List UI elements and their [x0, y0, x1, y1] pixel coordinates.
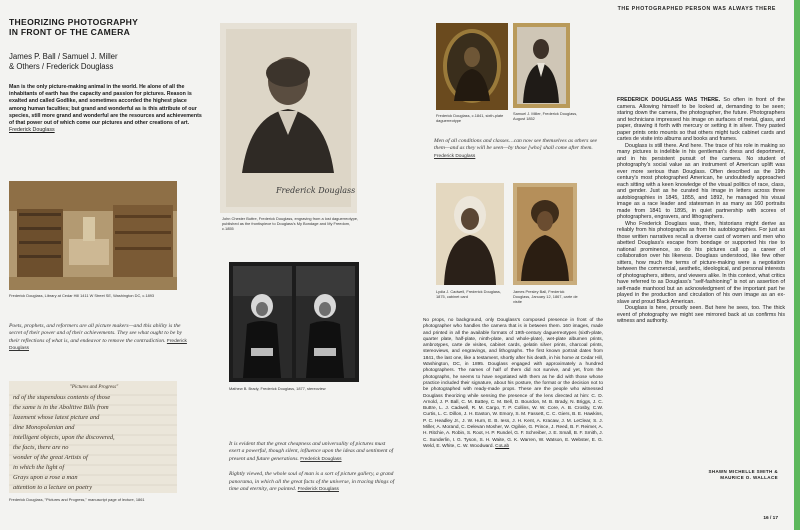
- manuscript-line: the facts, there are no: [13, 444, 69, 451]
- library-photo: [9, 181, 177, 290]
- manuscript-line: attention to a lecture on poetry: [13, 484, 93, 491]
- body-paragraph-4: Douglass is here, proudly seen. But here he sees, too. The thick event of photography we might see mirrored back at us confirms his witness and authority.: [617, 305, 785, 324]
- page-number: 16 / 17: [763, 516, 778, 521]
- manuscript-line: nd of the stupendous contents of those: [13, 394, 111, 401]
- cabinet1-caption: Lydia J. Cadwell, Frederick Douglass, 1875, cabinet card: [436, 289, 501, 299]
- body-paragraph-1: [617, 97, 785, 143]
- quote2a-ref: Frederick Douglass: [300, 456, 342, 462]
- quote1-ref: Frederick Douglass: [9, 338, 187, 352]
- quote2a-text: It is evident that the great cheapness and universality of pictures must exert a powerful, though silent, influence upon the ideas and sentiment of present and future generations.: [229, 441, 394, 462]
- signature-line-1: SHAWN MICHELLE SMITH &: [708, 469, 778, 474]
- author-signature: [708, 469, 778, 481]
- manuscript-line: Grays upon a rose a man: [13, 474, 78, 481]
- authors-line-1: James P. Ball / Samuel J. Miller: [9, 52, 118, 61]
- manuscript-line: intelligent objects, upon the discovered,: [13, 434, 115, 441]
- article-authors: [9, 52, 199, 72]
- signature-line-2: MAURICE O. WALLACE: [720, 475, 778, 480]
- body-p1: So often in front of the camera. Allowing himself to be looked at, demanding to be seen; staring down the camera, the photographer, the future. Photographers and technicians impressed his image on surfaces of metal, glass, and paper, drawing it forth with mercury or setting it in silver. They pasted paper prints onto mounts so that others might tuck cabinet cards and cartes de visite into albums and books and frames.: [617, 97, 785, 142]
- engraving-caption: John Chester Buttre, Frederick Douglass, engraving from a lost daguerreotype, published as the frontispiece to Douglass's My Bondage and My Freedom, c.1855: [222, 216, 359, 231]
- manuscript-line: the same is in the Abolitive Bills from: [13, 404, 109, 411]
- quote-all-conditions: [434, 138, 600, 160]
- daguerreotype-1841: [436, 23, 508, 110]
- engraving-photo: [220, 23, 357, 213]
- daguerreotype-1852: [513, 23, 570, 108]
- intro-quote: [9, 84, 202, 134]
- quote2a: [229, 441, 396, 463]
- quote3-text: Men of all conditions and classes…can now see themselves as others see them—and as they will be seen—by those [who] shall come after them.: [434, 138, 597, 152]
- body-col2-text: No props, no background, only Douglass's composed presence in front of the photographer who handles the camera that is in between them. 160 images, made and printed in all the available formats of 19th-century daguerreotypes (sixth-plate, quarter plate, half-plate, ninth-plate, and whole-plate), wet-plate albumen prints, ambrotypes, carte de visites, cabinet cards, gelatin silver prints, charcoal prints, stereoviews, and engravings, and lithographs. The first known portrait dates from 1841, the last one, like a testament, shortly after his death, in his home at Cedar Hill, Washington, DC, in 1895. Douglass engaged with approximately a hundred photographers. The names of half of them did not survive, and yet, from the photographs, he seems to have negotiated with them as he did with those whose practice included their signature, about his posture, the format or the decision not to be photographed with ready-made props. These are the people who witnessed Douglass theorizing while sensing the presence of the lens directed at him: C. D. Arnold, J. P. Ball, C. M. Battey, C. M. Bell, D. Bourdon, M. B. Brady, N. Briggs, J. C. Buttre, L. J. Cadwell, R. M. Cargo, T. P. Collins, W. W. Core, A. B. Crosby, C.W. Curtis, L. C. Dillon, J. H. Easton, W. Emory, S. M. Fassett, C. C. Giers, B. E. Hawkins, P. C. Headley Jr., J. W. Hurn, E. B. Iess, J. H. Kent, A. Kracaw, J. M. LeClear, S. J. Miller, A. Morand, C. Delevan Mosher, W. Ogilvie, G. Prince, J. Reed, B. F. Reimer, A. H. Ritchie, A. Robin, S. Root, H. P. Rundel, G. F. Schreiber, J. E. Small, B. F. Smith, J. C. Sunderlin, I. G. Tyson, S. H. Waite, G. K. Warren, W. Watson, E. Webster, E. G. Weld, E. White, C. W. Woodward.: [423, 318, 603, 449]
- body-column-2: [423, 318, 603, 450]
- quote2b-ref: Frederick Douglass: [297, 487, 339, 493]
- manuscript-caption: Frederick Douglass, "Pictures and Progress," manuscript page of lecture, 1861: [9, 497, 145, 502]
- library-caption: Frederick Douglass, Library at Cedar Hill 1411 W Street SE, Washington DC, c.1893: [9, 293, 155, 298]
- manuscript-line: "Pictures and Progress": [69, 385, 119, 390]
- dag2-caption: Samuel J. Miller, Frederick Douglass, August 1852: [513, 111, 578, 121]
- edge-tab: [794, 0, 800, 530]
- title-line-1: THEORIZING PHOTOGRAPHY: [9, 17, 139, 27]
- manuscript-line: dine Monopolanian and: [13, 424, 75, 431]
- intro-text: Man is the only picture-making animal in the world. He alone of all the inhabitants of earth has the capacity and passion for pictures. Reason is exalted and called Godlike, and sometimes accorded the highest place among human faculties; but grand and wonderful as is this attribute of our species, still more grand and wonderful are the resources and achievements of that power out of which come our pictures and other creations of art.: [9, 84, 202, 127]
- manuscript-line: in which the light of: [13, 464, 65, 471]
- manuscript-photo: [9, 381, 177, 493]
- carte-de-visite-1867: [513, 183, 577, 285]
- quote-cheapness: [229, 441, 396, 493]
- body-column-3: [617, 97, 785, 325]
- manuscript-line: wonder of the great Artists of: [13, 454, 88, 461]
- body-lead: FREDERICK DOUGLASS WAS THERE.: [617, 97, 721, 103]
- stereoview-photo: [229, 262, 359, 382]
- body-paragraph-2: Douglass is still there. And here. The trace of his role in making so many pictures is indelible in his gentleman's dress and deportment, and in his persistent pursuit of the camera. No student of photography's social value as an instrument of American uplift was ever more serious than Douglass. Often described as the 19th century's most photographed American, he undoubtedly approached each sitting with a keen knowledge of the visual politics of race, class, and gender. Just as he curated his image in letters across three autobiographies in 1845, 1855, and 1892, he managed his visual image as a race leader and statesman in as many as 160 portraits made from 1841 to 1895, in quiet partnership with scores of photographers, engravers, and lithographers.: [617, 142, 785, 220]
- authors-line-2: & Others / Frederick Douglass: [9, 61, 114, 71]
- cabinet2-caption: James Presley Ball, Frederick Douglass, January 12, 1867, carte de visite: [513, 289, 578, 304]
- svg-text:Frederick Douglass: Frederick Douglass: [276, 186, 356, 195]
- quote1-text: Poets, prophets, and reformers are all picture makers—and this ability is the secret of their power and of their achievements. They see what ought to be by their reflections of what is, and endeavor to remove the contradiction.: [9, 323, 183, 344]
- body-col2-ref: CoLab: [495, 443, 510, 449]
- quote3-ref: Frederick Douglass: [434, 153, 476, 159]
- quote-picture-makers: [9, 323, 187, 353]
- stereoview-caption: Mathew B. Brady, Frederick Douglass, 1877, stereoview: [229, 386, 326, 391]
- manuscript-line: lazement whose latest picture and: [13, 414, 100, 421]
- intro-ref: Frederick Douglass: [9, 127, 55, 134]
- quote2b: [229, 471, 396, 493]
- running-head: THE PHOTOGRAPHED PERSON WAS ALWAYS THERE: [617, 6, 776, 12]
- manuscript-lines: [13, 383, 175, 493]
- article-title: [9, 17, 199, 37]
- title-line-2: IN FRONT OF THE CAMERA: [9, 27, 131, 37]
- body-paragraph-3: Who Frederick Douglass was, then, historians might derive as reliably from his photographs as from his autobiographies. For just as those written narratives recall a diverse cast of women and men who abetted Douglass's escape from bondage or supported his rise to national prominence, so do his pictures call up a career of collaboration over his likeness. Douglass understood, like few other sitters, how much the terms of picture-making were a negotiation between the commercial, aesthetic, ideological, and personal interests of photographers, sitters, and viewers alike. In this context, what critics have referred to as Douglass's "self-fashioning" is not an assertion of self-made manhood but an acknowledgment of the important part he played in the production and circulation of his own image as an ex-slave and proud Black American.: [617, 220, 785, 305]
- dag1-caption: Frederick Douglass, c.1841, sixth-plate daguerreotype: [436, 113, 504, 123]
- quote2b-text: Rightly viewed, the whole soul of man is a sort of picture gallery, a grand panorama, in which all the great facts of the universe, in tracing things of time and eternity, are painted.: [229, 471, 395, 493]
- cabinet-card-1875: [436, 183, 504, 285]
